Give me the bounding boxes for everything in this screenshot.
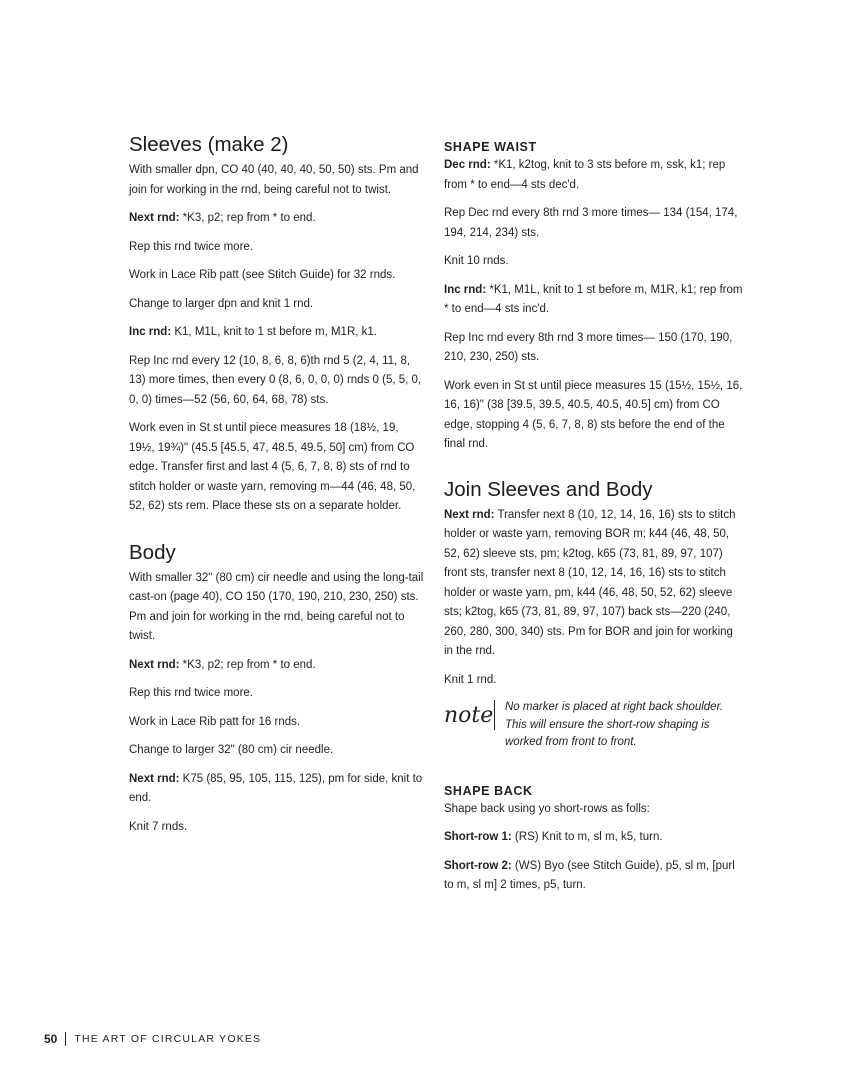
sleeves-paragraph: With smaller dpn, CO 40 (40, 40, 40, 50, 50) sts. Pm and join for working in the rnd, being careful not to twist. <box>129 164 419 196</box>
body-next-rnd-2 <box>129 770 424 809</box>
join-heading: Join Sleeves and Body <box>444 477 653 501</box>
next-rnd-text: K75 (85, 95, 105, 115, 125), pm for side, knit to end. <box>129 772 423 804</box>
dec-rnd-text: *K1, k2tog, knit to 3 sts before m, ssk, k1; rep from * to end—4 sts dec'd. <box>444 159 726 191</box>
shape-waist-heading: SHAPE WAIST <box>444 140 537 154</box>
left-column <box>129 133 424 846</box>
body-paragraph: With smaller 32" (80 cm) cir needle and using the long-tail cast-on (page 40), CO 150 (170, 190, 210, 230, 250) sts. Pm and join for working in the rnd, being careful not to twist. <box>129 571 424 642</box>
inc-rnd-label: Inc rnd: <box>129 326 172 338</box>
note-text: No marker is placed at right back shoulder. This will ensure the short-row shaping is worked from front to front. <box>505 701 724 748</box>
short-row-1 <box>444 828 744 848</box>
short-row-label: Short-row 2: <box>444 859 512 872</box>
sleeves-inc-rnd <box>129 323 424 343</box>
note-box <box>444 699 744 752</box>
next-rnd-text: Transfer next 8 (10, 12, 14, 16, 16) sts to stitch holder or waste yarn, removing BOR m; k44 (46, 48, 50, 52, 62) sleeve sts, pm; k2tog, k65 (73, 81, 89, 97, 107) front sts, transfer next 8 (10, 12, 14, 16, 16) sts to stitch holder or waste yarn, pm, k44 (46, 48, 50, 52, 62) sleeve sts; k2tog, k65 (73, 81, 89, 97, 107) back sts—220 (240, 260, 280, 300, 340) sts. Pm for BOR and join for working in the rnd. <box>444 508 736 657</box>
inc-rnd-text: *K1, M1L, knit to 1 st before m, M1R, k1; rep from * to end—4 sts inc'd. <box>444 283 743 315</box>
sleeves-paragraph: Work in Lace Rib patt (see Stitch Guide) for 32 rnds. <box>129 269 396 281</box>
short-row-text: (WS) Byo (see Stitch Guide), p5, sl m, [purl to m, sl m] 2 times, p5, turn. <box>444 859 735 891</box>
sleeves-paragraph: Change to larger dpn and knit 1 rnd. <box>129 297 314 310</box>
next-rnd-label: Next rnd: <box>129 772 180 785</box>
body-paragraph: Rep this rnd twice more. <box>129 687 253 699</box>
body-paragraph: Change to larger 32" (80 cm) cir needle. <box>129 744 334 756</box>
join-paragraph: Knit 1 rnd. <box>444 673 497 686</box>
short-row-label: Short-row 1: <box>444 831 512 843</box>
book-title: THE ART OF CIRCULAR YOKES <box>74 1033 262 1045</box>
inc-rnd-label: Inc rnd: <box>444 283 487 296</box>
sleeves-heading: Sleeves (make 2) <box>129 133 289 156</box>
note-divider <box>494 700 495 730</box>
join-next-rnd <box>444 506 744 662</box>
sleeves-next-rnd <box>129 209 424 229</box>
body-next-rnd <box>129 656 424 676</box>
page-footer <box>44 1032 261 1046</box>
inc-rnd-text: K1, M1L, knit to 1 st before m, M1R, k1. <box>171 326 377 338</box>
short-row-2 <box>444 857 744 896</box>
sleeves-paragraph: Rep this rnd twice more. <box>129 240 253 253</box>
dec-rnd-label: Dec rnd: <box>444 159 491 171</box>
shape-back-heading: SHAPE BACK <box>444 783 533 798</box>
body-heading: Body <box>129 540 176 564</box>
sleeves-paragraph: Work even in St st until piece measures 18 (18½, 19, 19½, 19¾)" (45.5 [45.5, 47, 48.5, 49.5, 50] cm) from CO edge. Transfer first and last 4 (5, 6, 7, 8, 8) sts of rnd to stitch holder or waste yarn, removing m—44 (46, 48, 50, 52, 62) sts rem. Place these sts on a separate holder. <box>129 422 416 512</box>
next-rnd-label: Next rnd: <box>129 212 180 224</box>
next-rnd-label: Next rnd: <box>129 658 180 671</box>
waist-paragraph: Rep Dec rnd every 8th rnd 3 more times— 134 (154, 174, 194, 214, 234) sts. <box>444 207 738 239</box>
note-label: note <box>444 703 494 728</box>
body-paragraph: Work in Lace Rib patt for 16 rnds. <box>129 715 301 728</box>
sleeves-paragraph: Rep Inc rnd every 12 (10, 8, 6, 8, 6)th rnd 5 (2, 4, 11, 8, 13) more times, then every 0 (8, 6, 0, 0, 0) rnds 0 (5, 5, 0, 0, 0) times—52 (56, 60, 64, 68, 78) sts. <box>129 354 422 406</box>
waist-paragraph: Rep Inc rnd every 8th rnd 3 more times— 150 (170, 190, 210, 230, 250) sts. <box>444 331 733 363</box>
waist-paragraph: Knit 10 rnds. <box>444 255 509 267</box>
waist-dec-rnd <box>444 156 744 195</box>
page-number: 50 <box>44 1032 58 1046</box>
next-rnd-text: *K3, p2; rep from * to end. <box>179 212 316 224</box>
footer-divider <box>65 1032 66 1046</box>
next-rnd-text: *K3, p2; rep from * to end. <box>179 658 316 671</box>
body-paragraph: Knit 7 rnds. <box>129 820 188 833</box>
waist-inc-rnd <box>444 281 744 320</box>
right-column <box>444 138 744 905</box>
back-paragraph: Shape back using yo short-rows as folls: <box>444 802 650 815</box>
next-rnd-label: Next rnd: <box>444 508 495 521</box>
short-row-text: (RS) Knit to m, sl m, k5, turn. <box>511 831 663 843</box>
waist-paragraph: Work even in St st until piece measures 15 (15½, 15½, 16, 16, 16)" (38 [39.5, 39.5, 40.5, 40.5, 40.5] cm) from CO edge, stopping 4 (5, 6, 7, 8, 8) sts before the end of the final rnd. <box>444 379 743 450</box>
